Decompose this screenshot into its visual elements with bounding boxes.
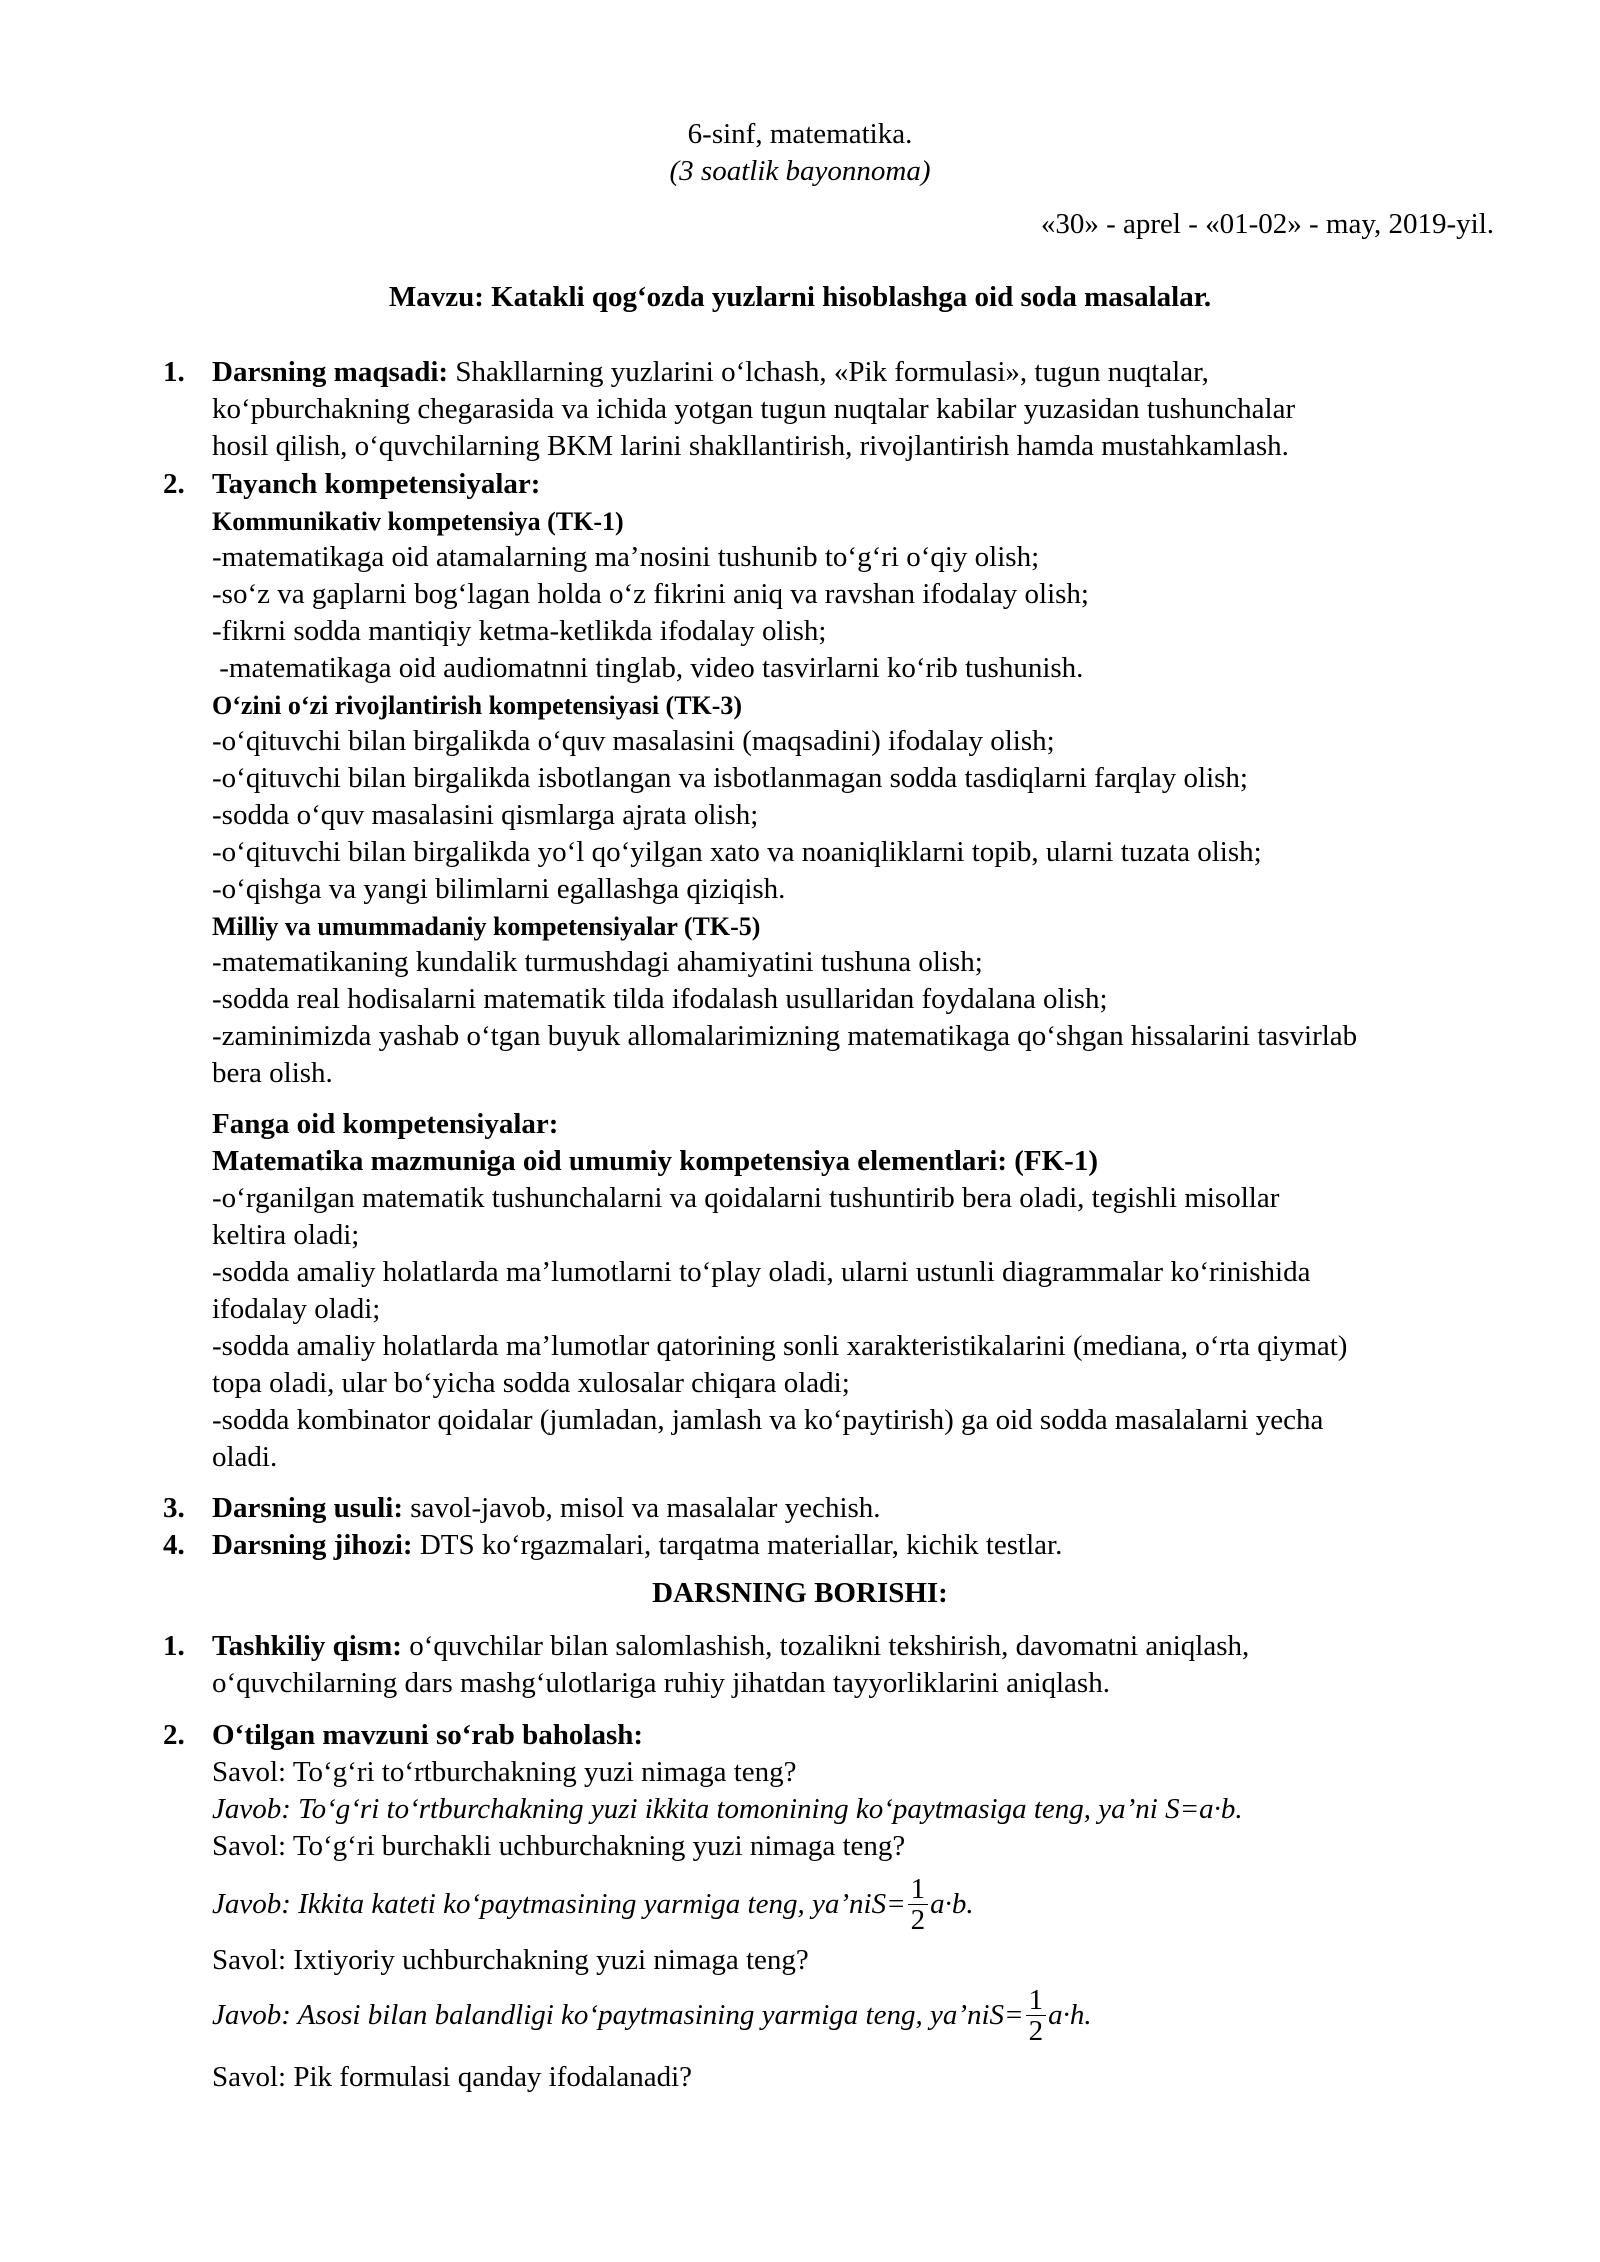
- fraction-denominator: 2: [910, 1903, 926, 1936]
- fk1-item: -o‘rganilgan matematik tushunchalarni va qoidalarni tushuntirib bera oladi, tegishli misollar: [212, 1182, 1280, 1214]
- formula-rhs: a·h: [1048, 1998, 1085, 2031]
- fk1-item: ifodalay oladi;: [212, 1293, 381, 1325]
- review-heading: O‘tilgan mavzuni so‘rab baholash:: [212, 1719, 644, 1751]
- question-line: Savol: To‘g‘ri burchakli uchburchakning yuzi nimaga teng?: [212, 1830, 906, 1862]
- answer-line: Javob: Ikkita kateti ko‘paytmasining yarmiga teng, ya’ni S= $\frac{1}{2}$ a·b .: [212, 1872, 974, 1936]
- question-line: Savol: Ixtiyoriy uchburchakning yuzi nimaga teng?: [212, 1944, 809, 1976]
- tk3-item: -o‘qituvchi bilan birgalikda o‘quv masalasini (maqsadini) ifodalay olish;: [212, 725, 1055, 757]
- subject-competencies-heading: Fanga oid kompetensiyalar:: [212, 1108, 559, 1140]
- topic-title: Mavzu: Katakli qog‘ozda yuzlarni hisoblashga oid soda masalalar.: [388, 281, 1212, 313]
- tk5-item: -matematikaning kundalik turmushdagi ahamiyatini tushuna olish;: [212, 946, 983, 978]
- tk1-title: Kommunikativ kompetensiya (TK-1): [212, 507, 624, 536]
- fk1-item: -sodda amaliy holatlarda ma’lumotlarni to‘play oladi, ularni ustunli diagrammalar ko‘rinishida: [212, 1256, 1311, 1288]
- grade-line: 6-sinf, matematika.: [687, 118, 913, 150]
- tk3-title: O‘zini o‘zi rivojlantirish kompetensiyasi (TK-3): [212, 691, 743, 720]
- fraction-one-half: [1026, 1985, 1047, 2046]
- core-competencies-heading: Tayanch kompetensiyalar:: [212, 468, 541, 500]
- fraction-numerator: 1: [908, 1874, 929, 1905]
- organizational-label: Tashkiliy qism:: [212, 1630, 402, 1662]
- step-number: 1.: [163, 1630, 185, 1662]
- tk1-item: -matematikaga oid atamalarning ma’nosini tushunib to‘g‘ri o‘qiy olish;: [212, 541, 1040, 573]
- item-number: 1.: [163, 356, 185, 388]
- fraction-one-half: [908, 1874, 929, 1935]
- step-number: 2.: [163, 1719, 185, 1751]
- fk1-item: -sodda kombinator qoidalar (jumladan, jamlash va ko‘paytirish) ga oid sodda masalalarni yecha: [212, 1404, 1324, 1436]
- area-formula: S=a·b: [1165, 1793, 1236, 1825]
- fk1-title: Matematika mazmuniga oid umumiy kompetensiya elementlari: (FK-1): [212, 1145, 1099, 1177]
- item-number: 3.: [163, 1492, 185, 1524]
- date-line: «30» - aprel - «01-02» - may, 2019-yil.: [1040, 208, 1494, 240]
- tk3-item: -sodda o‘quv masalasini qismlarga ajrata olish;: [212, 799, 759, 831]
- lesson-equipment-text: DTS ko‘rgazmalari, tarqatma materiallar, kichik testlar.: [412, 1529, 1063, 1561]
- organizational-text: o‘quvchilar bilan salomlashish, tozalikni tekshirish, davomatni aniqlash,: [409, 1630, 1250, 1662]
- answer-text: Javob: To‘g‘ri to‘rtburchakning yuzi ikkita tomonining ko‘paytmasiga teng, ya’ni: [212, 1793, 1166, 1825]
- lesson-method-line: [212, 1490, 1494, 1527]
- organizational-line: [212, 1628, 1494, 1665]
- formula-lhs: S=: [989, 1998, 1024, 2031]
- lesson-goal-label: Darsning maqsadi:: [212, 356, 449, 388]
- fk1-item: topa oladi, ular bo‘yicha sodda xulosalar chiqara oladi;: [212, 1367, 850, 1399]
- organizational-line: o‘quvchilarning dars mashg‘ulotlariga ruhiy jihatdan tayyorliklarini aniqlash.: [212, 1667, 1110, 1699]
- fraction-denominator: 2: [1028, 2014, 1044, 2047]
- fraction-numerator: 1: [1026, 1985, 1047, 2016]
- lesson-goal-text: Shakllarning yuzlarini o‘lchash, «Pik formulasi», tugun nuqtalar,: [455, 356, 1209, 388]
- question-line: Savol: To‘g‘ri to‘rtburchakning yuzi nimaga teng?: [212, 1756, 797, 1788]
- fk1-item: -sodda amaliy holatlarda ma’lumotlar qatorining sonli xarakteristikalarini (mediana, o‘rta qiymat): [212, 1330, 1348, 1362]
- tk3-item: -o‘qishga va yangi bilimlarni egallashga qiziqish.: [212, 873, 786, 905]
- fk1-item: keltira oladi;: [212, 1219, 360, 1251]
- tk1-item: -matematikaga oid audiomatnni tinglab, video tasvirlarni ko‘rib tushunish.: [212, 652, 1084, 684]
- tk5-title: Milliy va umummadaniy kompetensiyalar (TK-5): [212, 912, 761, 941]
- answer-text: Javob: Asosi bilan balandligi ko‘paytmasining yarmiga teng, ya’ni: [212, 1998, 990, 2031]
- item-number: 4.: [163, 1529, 185, 1561]
- lesson-goal-line: [212, 354, 1494, 391]
- tk5-item: -zaminimizda yashab o‘tgan buyuk allomalarimizning matematikaga qo‘shgan hissalarini tasvirlab: [212, 1020, 1358, 1052]
- tk5-item: -sodda real hodisalarni matematik tilda ifodalash usullaridan foydalana olish;: [212, 983, 1108, 1015]
- tk3-item: -o‘qituvchi bilan birgalikda isbotlangan va isbotlanmagan sodda tasdiqlarni farqlay olish;: [212, 762, 1248, 794]
- lesson-goal-line: ko‘pburchakning chegarasida va ichida yotgan tugun nuqtalar kabilar yuzasidan tushunchalar: [212, 393, 1296, 425]
- hours-line: (3 soatlik bayonnoma): [669, 155, 931, 187]
- lesson-goal-line: hosil qilish, o‘quvchilarning BKM larini shakllantirish, rivojlantirish hamda mustahkamlash.: [212, 430, 1289, 462]
- formula-rhs: a·b: [930, 1887, 967, 1920]
- answer-line: Javob: Asosi bilan balandligi ko‘paytmasining yarmiga teng, ya’ni S= $\frac{1}{2}$ a·h .: [212, 1983, 1092, 2047]
- tk1-item: -so‘z va gaplarni bog‘lagan holda o‘z fikrini aniq va ravshan ifodalay olish;: [212, 578, 1089, 610]
- tk3-item: -o‘qituvchi bilan birgalikda yo‘l qo‘yilgan xato va noaniqliklarni topib, ularni tuzata olish;: [212, 836, 1262, 868]
- formula-lhs: S=: [871, 1887, 906, 1920]
- answer-line: Javob: To‘g‘ri to‘rtburchakning yuzi ikkita tomonining ko‘paytmasiga teng, ya’ni S=a·b.: [212, 1793, 1243, 1825]
- fk1-item: oladi.: [212, 1441, 278, 1473]
- lesson-equipment-line: [212, 1527, 1494, 1564]
- item-number: 2.: [163, 468, 185, 500]
- question-line: Savol: Pik formulasi qanday ifodalanadi?: [212, 2061, 693, 2093]
- tk5-item: bera olish.: [212, 1057, 333, 1089]
- tk1-item: -fikrni sodda mantiqiy ketma-ketlikda ifodalay olish;: [212, 615, 827, 647]
- section-title: DARSNING BORISHI:: [652, 1577, 948, 1609]
- lesson-method-label: Darsning usuli:: [212, 1492, 403, 1524]
- lesson-equipment-label: Darsning jihozi:: [212, 1529, 413, 1561]
- answer-text: Javob: Ikkita kateti ko‘paytmasining yarmiga teng, ya’ni: [212, 1887, 872, 1920]
- lesson-method-text: savol-javob, misol va masalalar yechish.: [402, 1492, 881, 1524]
